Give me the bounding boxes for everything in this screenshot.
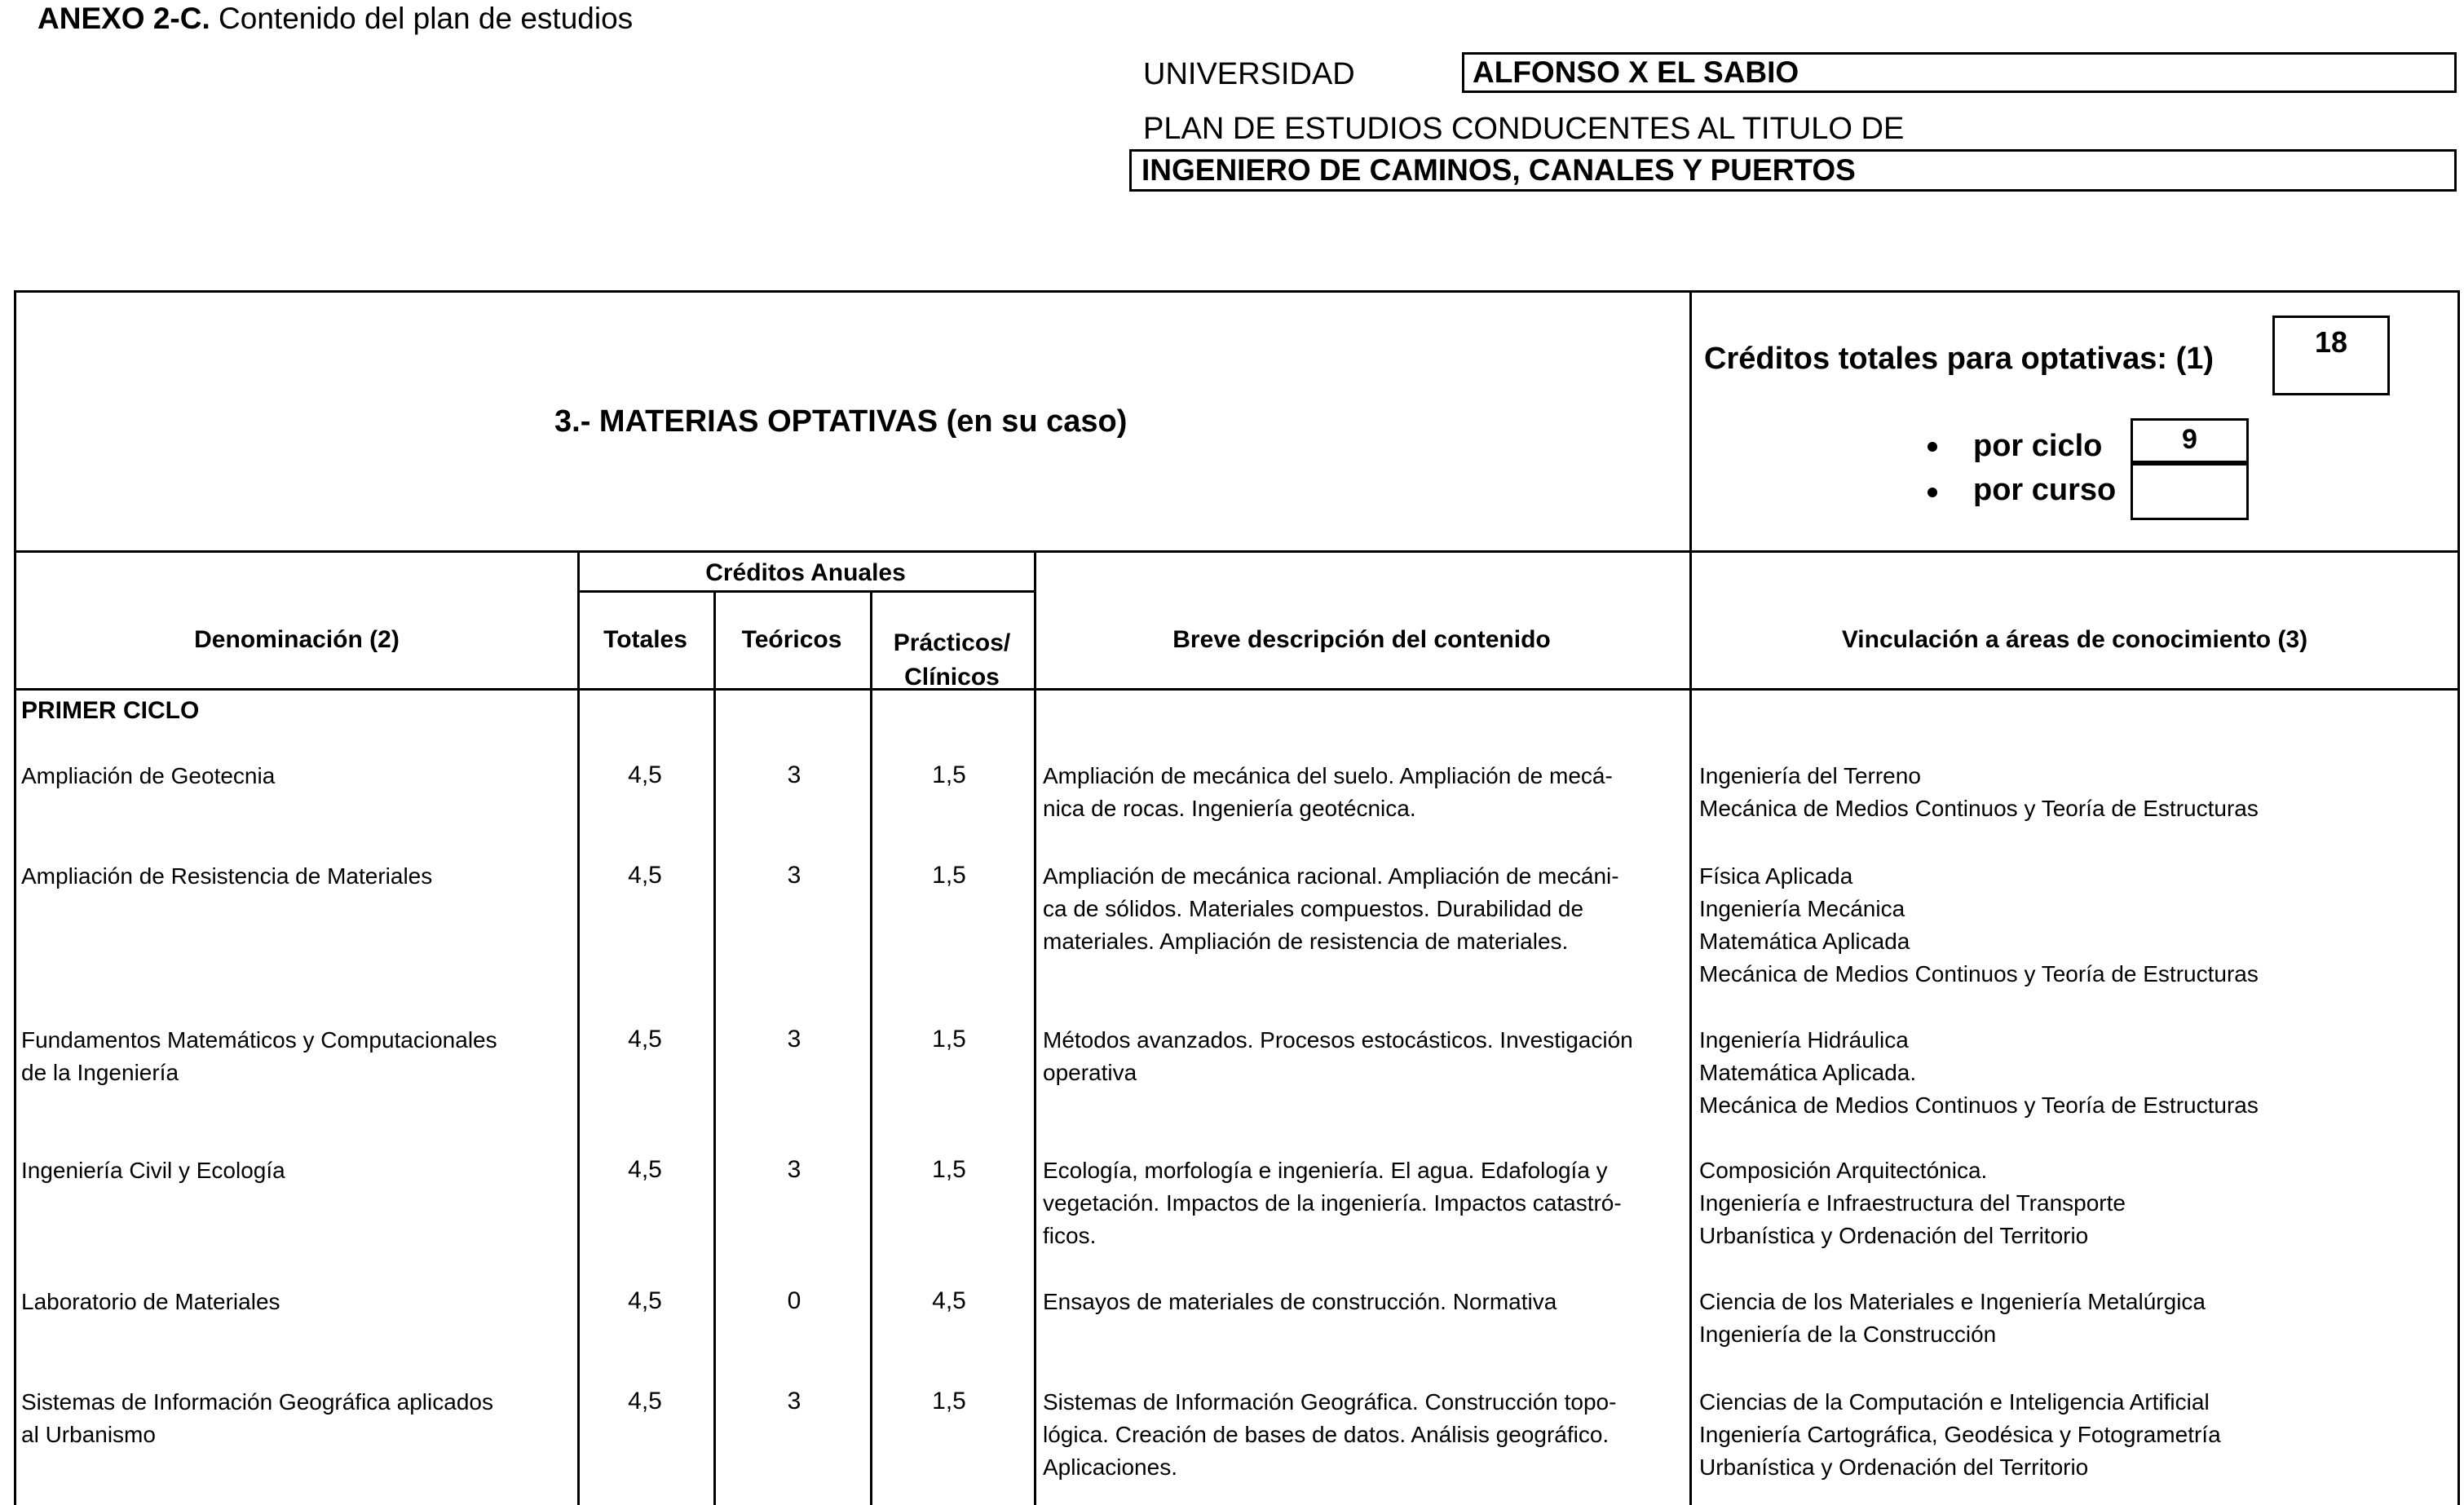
subject-name: de la Ingeniería [21,1060,179,1085]
por-curso-label: por curso [1973,473,2117,507]
section-title: 3.- MATERIAS OPTATIVAS (en su caso) [554,404,1128,439]
por-ciclo-label: por ciclo [1973,429,2103,463]
knowledge-area: Física Aplicada [1699,863,1853,889]
content-description: vegetación. Impactos de la ingeniería. Impactos catastró- [1043,1190,1622,1216]
col-descripcion: Breve descripción del contenido [1172,626,1551,653]
knowledge-area: Ingeniería e Infraestructura del Transporte [1699,1190,2126,1216]
plan-label: PLAN DE ESTUDIOS CONDUCENTES AL TITULO DE [1143,112,1905,146]
credits-totales: 4,5 [628,862,662,889]
credits-teoricos: 3 [787,761,801,788]
content-description: ficos. [1043,1223,1097,1248]
table-divider [870,590,872,1505]
content-description: Métodos avanzados. Procesos estocásticos. Investigación [1043,1027,1633,1053]
table-divider [577,590,1034,593]
content-description: Ampliación de mecánica racional. Ampliación de mecáni- [1043,863,1619,889]
credits-teoricos: 0 [787,1287,801,1314]
col-practicos-line: Clínicos [904,664,1000,691]
table-divider [1034,550,1036,1505]
col-teoricos: Teóricos [741,626,842,653]
col-denominacion: Denominación (2) [194,626,400,653]
knowledge-area: Composición Arquitectónica. [1699,1158,1988,1183]
table-divider [14,550,2460,553]
table-divider [713,590,716,1505]
por-curso-value [2131,463,2249,520]
content-description: lógica. Creación de bases de datos. Análisis geográfico. [1043,1422,1610,1447]
credits-practicos: 1,5 [932,1026,966,1053]
table-divider [577,550,580,1505]
subject-name: Ampliación de Geotecnia [21,763,276,788]
credits-teoricos: 3 [787,1156,801,1183]
credits-teoricos: 3 [787,1388,801,1415]
credits-practicos: 1,5 [932,1156,966,1183]
subject-name: Fundamentos Matemáticos y Computacionales [21,1027,497,1053]
col-vinculacion: Vinculación a áreas de conocimiento (3) [1841,626,2308,653]
bullet-icon [1927,442,1937,452]
knowledge-area: Mecánica de Medios Continuos y Teoría de Estructuras [1699,1092,2259,1118]
credits-totales: 4,5 [628,1026,662,1053]
credits-practicos: 4,5 [932,1287,966,1314]
col-totales: Totales [603,626,687,653]
knowledge-area: Ingeniería del Terreno [1699,763,1921,788]
credits-total-label: Créditos totales para optativas: (1) [1704,342,2215,376]
university-name: ALFONSO X EL SABIO [1462,52,2457,93]
credits-practicos: 1,5 [932,761,966,788]
knowledge-area: Mecánica de Medios Continuos y Teoría de Estructuras [1699,961,2259,986]
content-description: ca de sólidos. Materiales compuestos. Durabilidad de [1043,896,1584,921]
content-description: Sistemas de Información Geográfica. Construcción topo- [1043,1389,1617,1415]
knowledge-area: Ciencias de la Computación e Inteligencia Artificial [1699,1389,2210,1415]
por-ciclo-value: 9 [2131,418,2249,463]
knowledge-area: Urbanística y Ordenación del Territorio [1699,1454,2089,1480]
cycle-label: PRIMER CICLO [21,697,200,724]
degree-title: INGENIERO DE CAMINOS, CANALES Y PUERTOS [1129,149,2457,192]
content-description: Ecología, morfología e ingeniería. El agua. Edafología y [1043,1158,1608,1183]
col-group-creditos: Créditos Anuales [705,559,906,586]
credits-practicos: 1,5 [932,862,966,889]
knowledge-area: Matemática Aplicada [1699,929,1910,954]
content-description: operativa [1043,1060,1137,1085]
content-description: Ampliación de mecánica del suelo. Ampliación de mecá- [1043,763,1613,788]
knowledge-area: Ingeniería de la Construcción [1699,1322,1997,1347]
subject-name: Ampliación de Resistencia de Materiales [21,863,433,889]
university-label: UNIVERSIDAD [1143,57,1355,91]
credits-totales: 4,5 [628,1287,662,1314]
subject-name: Ingeniería Civil y Ecología [21,1158,285,1183]
col-practicos [870,626,1034,695]
knowledge-area: Urbanística y Ordenación del Territorio [1699,1223,2089,1248]
subject-name: Sistemas de Información Geográfica aplicados [21,1389,493,1415]
table-divider [1689,290,1692,1505]
subject-name: al Urbanismo [21,1422,156,1447]
table-divider [14,688,2460,691]
credits-totales: 4,5 [628,761,662,788]
content-description: nica de rocas. Ingeniería geotécnica. [1043,796,1416,821]
credits-total-value: 18 [2272,316,2390,395]
credits-totales: 4,5 [628,1156,662,1183]
annex-title: ANEXO 2-C. Contenido del plan de estudios [38,2,634,35]
knowledge-area: Mecánica de Medios Continuos y Teoría de Estructuras [1699,796,2259,821]
knowledge-area: Ciencia de los Materiales e Ingeniería Metalúrgica [1699,1289,2206,1314]
knowledge-area: Ingeniería Mecánica [1699,896,1905,921]
bullet-icon [1927,488,1937,497]
content-description: Ensayos de materiales de construcción. Normativa [1043,1289,1557,1314]
knowledge-area: Ingeniería Hidráulica [1699,1027,1909,1053]
content-description: materiales. Ampliación de resistencia de materiales. [1043,929,1569,954]
credits-teoricos: 3 [787,1026,801,1053]
credits-practicos: 1,5 [932,1388,966,1415]
knowledge-area: Ingeniería Cartográfica, Geodésica y Fotogrametría [1699,1422,2221,1447]
col-practicos-line: Prácticos/ [893,629,1011,656]
credits-totales: 4,5 [628,1388,662,1415]
subject-name: Laboratorio de Materiales [21,1289,280,1314]
credits-teoricos: 3 [787,862,801,889]
content-description: Aplicaciones. [1043,1454,1177,1480]
knowledge-area: Matemática Aplicada. [1699,1060,1917,1085]
